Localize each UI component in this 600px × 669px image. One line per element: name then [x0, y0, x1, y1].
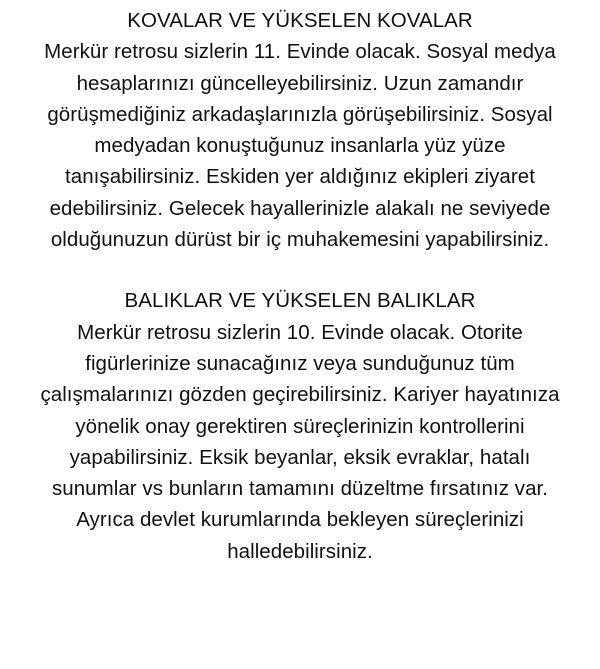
paragraph-line: çalışmalarınızı gözden geçirebilirsiniz. Kariyer hayatınıza: [40, 383, 560, 407]
paragraph-line: hesaplarınızı güncelleyebilirsiniz. Uzun zamandır: [76, 71, 524, 95]
paragraph-line: yapabilirsiniz. Eksik beyanlar, eksik evraklar, hatalı: [69, 445, 531, 469]
paragraph-line: Merkür retrosu sizlerin 11. Evinde olacak. Sosyal medya: [44, 40, 556, 64]
paragraph-line: tanışabilirsiniz. Eskiden yer aldığınız ekipleri ziyaret: [65, 165, 535, 189]
paragraph-line: medyadan konuştuğunuz insanlarla yüz yüze: [94, 134, 506, 158]
paragraph-line: yönelik onay gerektiren süreçlerinizin kontrollerini: [75, 414, 525, 438]
section-spacer: [0, 255, 600, 285]
paragraph-line: olduğunuzun dürüst bir iç muhakemesini yapabilirsiniz.: [50, 228, 550, 252]
paragraph-line: figürlerinize sunacağınız veya sunduğunuz tüm: [85, 351, 515, 375]
section-heading: KOVALAR VE YÜKSELEN KOVALAR: [127, 9, 473, 32]
paragraph-line: sunumlar vs bunların tamamını düzeltme fırsatınız var.: [51, 477, 549, 501]
paragraph-line: edebilirsiniz. Gelecek hayallerinizle alakalı ne seviyede: [49, 196, 551, 220]
paragraph-line: Ayrıca devlet kurumlarında bekleyen süreçlerinizi: [76, 508, 524, 532]
paragraph-line: Merkür retrosu sizlerin 10. Evinde olacak. Otorite: [77, 320, 523, 344]
section-heading: BALIKLAR VE YÜKSELEN BALIKLAR: [124, 289, 476, 313]
section-aquarius: [0, 0, 600, 255]
section-pisces: [0, 285, 600, 567]
paragraph-line: halledebilirsiniz.: [227, 539, 373, 563]
paragraph-line: görüşmediğiniz arkadaşlarınızla görüşebilirsiniz. Sosyal: [47, 102, 553, 126]
